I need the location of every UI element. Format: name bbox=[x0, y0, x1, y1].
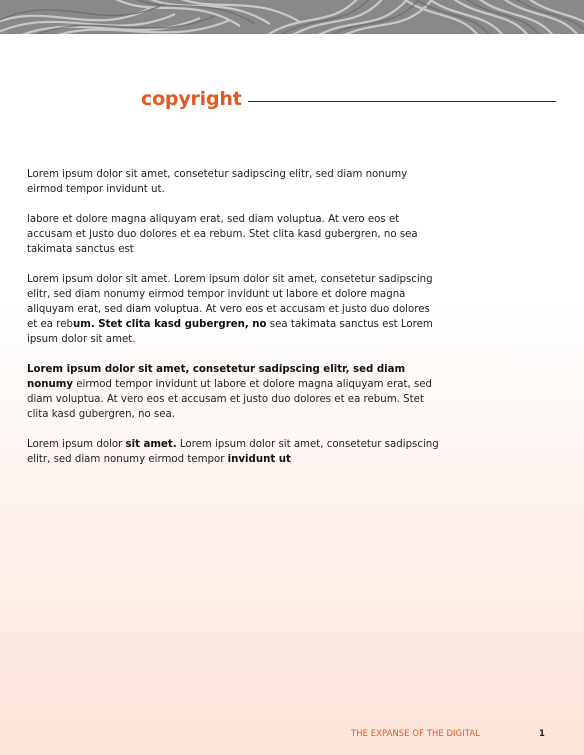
page-title: copyright bbox=[141, 88, 242, 110]
paragraph-5-bold-1: sit amet. bbox=[125, 439, 177, 450]
paragraph-4-text: eirmod tempor invidunt ut labore et dolore magna aliquyam erat, sed diam voluptua. At vero eos et accusam et justo duo dolores et ea rebum. Stet clita kasd gubergren, no sea. bbox=[27, 379, 433, 420]
page-number: 1 bbox=[539, 728, 545, 738]
title-rule bbox=[248, 101, 556, 102]
footer-label: THE EXPANSE OF THE DIGITAL bbox=[351, 728, 480, 738]
paragraph-3-text-a: Lorem ipsum dolor sit amet. Lorem ipsum dolor sit amet, consetetur sadipscing elitr, sed diam nonumy eirmod tempor invidunt ut labore et dolore magna aliquyam erat, sed diam voluptua. At vero eos et accusam et justo duo dolores et ea reb bbox=[27, 274, 433, 330]
paragraph-3 bbox=[27, 272, 439, 347]
paragraph-1: Lorem ipsum dolor sit amet, consetetur sadipscing elitr, sed diam nonumy eirmod tempor invidunt ut. bbox=[27, 169, 408, 195]
paragraph-5-text-a: Lorem ipsum dolor bbox=[27, 439, 126, 450]
paragraph-4-bold: Lorem ipsum dolor sit amet, consetetur sadipscing elitr, sed diam nonumy bbox=[27, 364, 406, 390]
paragraph-5 bbox=[27, 437, 439, 467]
paragraph-5-bold-2: invidunt ut bbox=[227, 454, 291, 465]
paragraph-4 bbox=[27, 362, 439, 422]
paragraph-3-text-b: sea takimata sanctus est Lorem ipsum dolor sit amet. bbox=[27, 319, 433, 345]
paragraph-3-bold: um. Stet clita kasd gubergren, no bbox=[72, 319, 267, 330]
paragraph-2: labore et dolore magna aliquyam erat, sed diam voluptua. At vero eos et accusam et justo duo dolores et ea rebum. Stet clita kasd gubergren, no sea takimata sanctus est bbox=[27, 214, 418, 255]
paragraph-5-text-b: Lorem ipsum dolor sit amet, consetetur sadipscing elitr, sed diam nonumy eirmod tempor bbox=[27, 439, 439, 465]
title-row bbox=[0, 84, 584, 120]
body-text bbox=[27, 167, 439, 482]
header-banner-image bbox=[0, 0, 584, 34]
